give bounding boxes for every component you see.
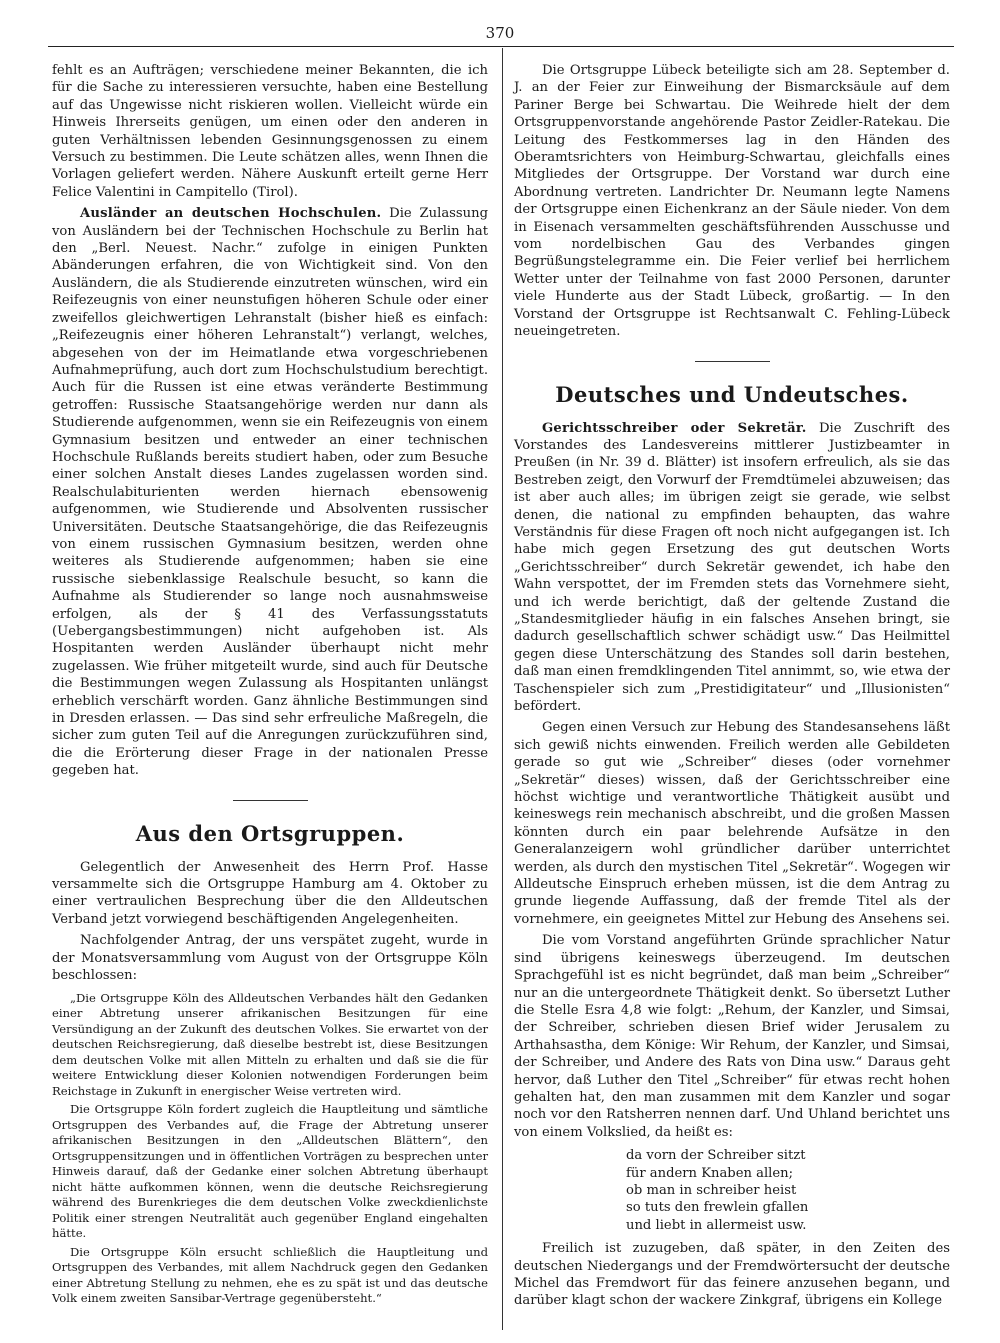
poem-line: und liebt in allermeist usw.: [626, 1217, 807, 1233]
quote-paragraph: „Die Ortsgruppe Köln des Alldeutschen Verbandes hält den Gedanken einer Abtretung unserer afrikanischen Besitzungen für eine Versündigung an der Zukunft des deutschen Volkes. Sie erwartet von der deutschen Reichsregierung, daß dieselbe bestrebt ist, diese Besitzungen dem deutschen Volke mit allen Mitteln zu erhalten und daß sie die für weitere Entwicklung dieser Kolonien notwendigen Forderungen beim Reichstage in Zukunft in energischer Weise vertreten wird.: [52, 990, 488, 1098]
poem-quote: [626, 1147, 950, 1234]
article-body: Die Zulassung von Ausländern bei der Technischen Hochschule zu Berlin hat den „Berl. Neuest. Nachr.“ zufolge in einigen Punkten Abänderungen erfahren, die von Wichtigkeit sind. Von den Ausländern, die als Studierende einzutreten wünschen, wird ein Reifezeugnis von einer neunstufigen höheren Schule oder einer zweifellos gleichwertigen Lehranstalt (bisher hieß es einfach: „Reifezeugnis einer höheren Lehranstalt“) verlangt, welches, abgesehen von der im Heimatlande etwa vorgeschriebenen Aufnahmeprüfung, auch dort zum Hochschulstudium berechtigt. Auch für die Russen ist eine etwas veränderte Bestimmung getroffen: Russische Staatsangehörige werden nur dann als Studierende aufgenommen, wenn sie ein Reifezeugnis von einem Gymnasium besitzen und entweder an einer technischen Hochschule Rußlands bereits studiert haben, oder zum Besuche einer solchen Anstalt dieses Landes zugelassen worden sind. Realschulabiturienten werden hiernach ebensowenig aufgenommen, wie Studierende und Absolventen russischer Universitäten. Deutsche Staatsangehörige, die das Reifezeugnis von einem russischen Gymnasium besitzen, werden ohne weiteres als Studierende aufgenommen; haben sie eine russische siebenklassige Realschule besucht, so kann die Aufnahme als Studierender so lange noch ausnahmsweise erfolgen, als der § 41 des Verfassungsstatuts (Uebergangsbestimmungen) nicht aufgehoben ist. Als Hospitanten werden Ausländer überhaupt nicht mehr zugelassen. Wie früher mitgeteilt wurde, sind auch für Deutsche die Bestimmungen wegen Zulassung als Hospitanten unlängst erheblich verschärft worden. Ganz ähnliche Bestimmungen sind in Dresden erlassen. — Das sind sehr erfreuliche Maßregeln, die sicher zum guten Teil auf die Anregungen zurückzuführen sind, die die Erörterung dieser Frage in der nationalen Presse gegeben hat.: [52, 206, 488, 779]
article-gerichtsschreiber: [514, 420, 950, 716]
paragraph-gruende: Die vom Vorstand angeführten Gründe sprachlicher Natur sind übrigens keineswegs überzeugend. Im deutschen Sprachgefühl ist es nicht begründet, daß man beim „Schreiber“ nur an die untergeordnete Thätigkeit denkt. So übersetzt Luther die Stelle Esra 4,8 wie folgt: „Rehum, der Kanzler, und Simsai, der Schreiber, schrieben diesen Brief wider Jerusalem zu Arthahsastha, dem Könige: Wir Rehum, der Kanzler, und Simsai, der Schreiber, und Andere des Rats von Dina usw.“ Daraus geht hervor, daß Luther den Titel „Schreiber“ für etwas recht hohen gehalten hat, den man zusammen mit dem Kanzler und sogar noch vor den Ratsherren nennen darf. Und Uhland berichtet uns von einem Volkslied, da heißt es:: [514, 933, 950, 1140]
right-column: [514, 62, 950, 1310]
article-lead-heading: Gerichtsschreiber oder Sekretär.: [542, 420, 807, 436]
page-number: 370: [485, 24, 515, 42]
paragraph-freilich: Freilich ist zuzugeben, daß später, in den Zeiten des deutschen Niedergangs und der Fremdwörtersucht der deutsche Michel das Fremdwort für das feinere anzusehen begann, und darüber klagt schon der wackere Zinkgraf, übrigens ein Kollege: [514, 1241, 950, 1309]
paragraph-koeln-intro: Nachfolgender Antrag, der uns verspätet zugeht, wurde in der Monatsversammlung vom August von der Ortsgruppe Köln beschlossen:: [52, 933, 488, 984]
header-rule: [48, 46, 954, 47]
quote-paragraph: Die Ortsgruppe Köln ersucht schließlich die Hauptleitung und Ortsgruppen des Verbandes, mit allem Nachdruck gegen den Gedanken einer Abtretung Stellung zu nehmen, ehe es zu spät ist und das deutsche Volk einem zweiten Sansibar-Vertrage gegenübersteht.“: [52, 1244, 488, 1305]
article-lead-heading: Ausländer an deutschen Hochschulen.: [80, 206, 382, 222]
paragraph-hamburg: Gelegentlich der Anwesenheit des Herrn Prof. Hasse versammelte sich die Ortsgruppe Hamburg am 4. Oktober zu einer vertraulichen Besprechung über die den Alldeutschen Verband jetzt vorwiegend beschäftigenden Angelegenheiten.: [52, 859, 488, 927]
poem-line: ob man in schreiber heist: [626, 1182, 797, 1198]
paragraph-standesansehen: Gegen einen Versuch zur Hebung des Standesansehens läßt sich gewiß nichts einwenden. Freilich werden alle Gebildeten gerade so gut wie „Schreiber“ dieses (oder vornehmer „Sekretär“ dieses) wissen, daß der Gerichtsschreiber eine höchst wichtige und verantwortliche Thätigkeit ausübt und keineswegs rein mechanisch abschreibt, und die großen Massen könnten durch ein paar belehrende Aufsätze in den Generalanzeigern wohl gründlicher darüber unterrichtet werden, als durch den mystischen Titel „Sekretär“. Wogegen wir Alldeutsche Einspruch erheben müssen, ist die dem Antrag zu grunde liegende Auffassung, daß der fremde Titel als der vornehmere, ein geeignetes Mittel zur Hebung des Ansehens sei.: [514, 720, 950, 927]
poem-line: da vorn der Schreiber sitzt: [626, 1148, 806, 1164]
section-heading-deutsches: Deutsches und Undeutsches.: [555, 381, 909, 407]
poem-line: so tuts den frewlein gfallen: [626, 1200, 809, 1216]
section-heading-ortsgruppen: Aus den Ortsgruppen.: [135, 820, 405, 846]
poem-line: für andern Knaben allen;: [626, 1165, 794, 1181]
article-body: Die Zuschrift des Vorstandes des Landesvereins mittlerer Justizbeamter in Preußen (in Nr. 39 d. Blätter) ist insofern erfreulich, als sie das Bestreben zeigt, den Vorwurf der Fremdtümelei abzuweisen; das ist aber auch alles; im übrigen zeigt sie gerade, wie selbst denen, die national zu empfinden behaupten, das wahre Verständnis für diese Fragen oft noch nicht aufgegangen ist. Ich habe mich gegen Ersetzung des gut deutschen Worts „Gerichtsschreiber“ durch Sekretär gewendet, ich habe den Wahn verspottet, der im Fremden stets das Vornehmere sieht, und ich werde berichtigt, daß der geltende Zustand die „Standesmitglieder häufig in ein falsches Ansehen bringt, sie dadurch gesellschaftlich schwer schädigt usw.“ Das Heilmittel gegen diese Unterschätzung des Standes soll darin bestehen, daß man einen fremdklingenden Titel annimmt, so, wie etwa der Taschenspieler sich zum „Prestidigitateur“ und „Illusionisten“ befördert.: [514, 420, 950, 714]
article-auslaender: [52, 205, 488, 779]
quote-paragraph: Die Ortsgruppe Köln fordert zugleich die Hauptleitung und sämtliche Ortsgruppen des Verbandes auf, die Frage der Abtretung unserer afrikanischen Besitzungen in den „Alldeutschen Blättern“, den Ortsgruppensitzungen und in öffentlichen Vorträgen zu besprechen unter Hinweis darauf, daß der Gedanke einer solchen Abtretung überhaupt nicht hätte aufkommen können, wenn die deutsche Reichsregierung während des Burenkrieges die dem deutschen Volke zweckdienlichste Politik einer strengen Neutralität auch gegenüber England eingehalten hätte.: [52, 1102, 488, 1240]
paragraph-luebeck: Die Ortsgruppe Lübeck beteiligte sich am 28. September d. J. an der Feier zur Einweihung der Bismarcksäule auf dem Pariner Berge bei Schwartau. Die Weihrede hielt der dem Ortsgruppenvorstande angehörende Pastor Zeidler-Ratekau. Die Leitung des Festkommerses lag in den Händen des Oberamtsrichters von Heimburg-Schwartau, gleichfalls eines Mitgliedes der Ortsgruppe. Der Vorstand war durch eine Abordnung vertreten. Landrichter Dr. Neumann legte Namens der Ortsgruppe einen Eichenkranz an der Säule nieder. Von dem in Eisenach versammelten geschäftsführenden Ausschusse und vom nordelbischen Gau des Verbandes gingen Begrüßungstelegramme ein. Die Feier verlief bei herrlichem Wetter unter der Teilnahme von fast 2000 Personen, darunter viele Hunderte aus der Stadt Lübeck, großartig. — In den Vorstand der Ortsgruppe ist Rechtsanwalt C. Fehling-Lübeck neueingetreten.: [514, 63, 950, 340]
paragraph-continuation: fehlt es an Aufträgen; verschiedene meiner Bekannten, die ich für die Sache zu interessieren versuchte, haben eine Bestellung auf das Ungewisse nicht riskieren wollen. Vielleicht würde ein Hinweis Ihrerseits genügen, um einen oder den anderen in guten Verhältnissen lebenden Gesinnungsgenossen zu einem Versuch zu bestimmen. Die Leute schätzen alles, wenn Ihnen die Vorlagen geliefert werden. Nähere Auskunft erteilt gerne Herr Felice Valentini in Campitello (Tirol).: [52, 63, 488, 200]
column-divider: [502, 48, 503, 1330]
resolution-quote: [52, 991, 488, 1307]
left-column: [52, 62, 488, 1307]
section-divider: [233, 800, 308, 801]
section-divider: [695, 361, 770, 362]
